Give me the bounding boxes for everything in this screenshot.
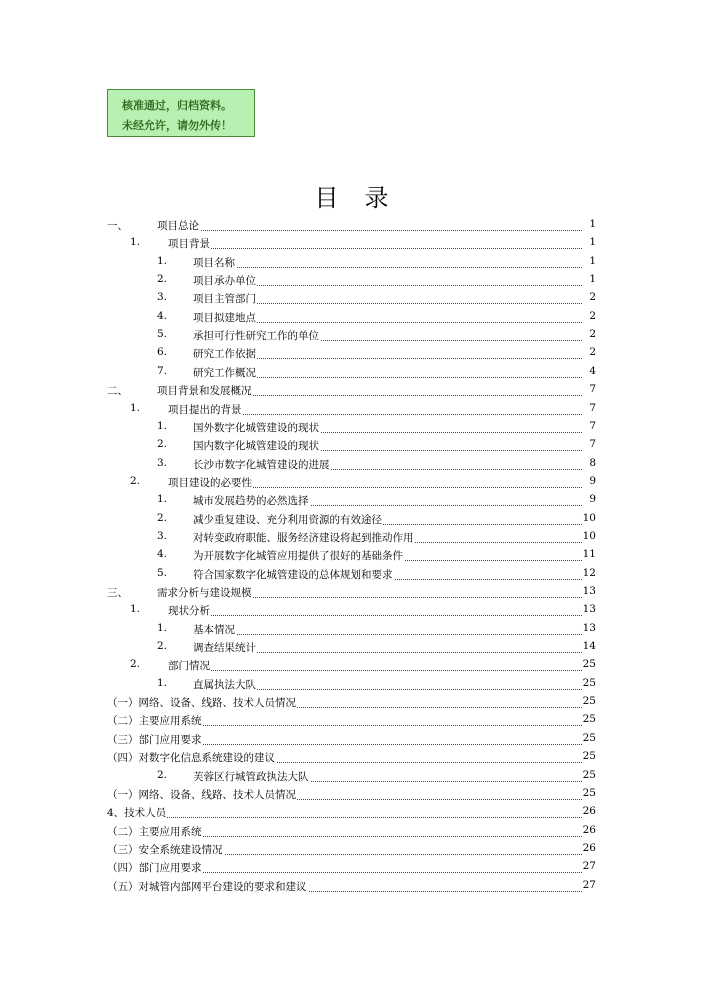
toc-entry[interactable] <box>0 512 703 528</box>
toc-entry-text: 承担可行性研究工作的单位 <box>193 330 319 343</box>
toc-entry-text: 部门情况 <box>168 660 210 673</box>
stamp-line-1: 核准通过，归档资料。 <box>122 99 232 112</box>
toc-page-number: 4 <box>589 364 596 377</box>
toc-leader-dots <box>157 230 582 231</box>
toc-page-number: 25 <box>582 658 596 671</box>
toc-entry-number: 1. <box>157 621 168 634</box>
page-title: 目录 <box>314 184 415 212</box>
toc-entry[interactable] <box>0 732 703 748</box>
toc-entry[interactable] <box>0 310 703 326</box>
toc-entry-number: 2. <box>157 273 168 286</box>
toc-leader-dots <box>168 248 582 249</box>
toc-page-number: 25 <box>582 768 596 781</box>
toc-entry-text: 减少重复建设、充分利用资源的有效途径 <box>193 513 382 526</box>
toc-entry-number: 1. <box>157 676 168 689</box>
toc-entry-text: 直属执法大队 <box>193 678 256 691</box>
toc-page-number: 1 <box>589 273 596 286</box>
toc-page-number: 26 <box>582 805 596 818</box>
toc-entry-text: （一）网络、设备、线路、技术人员情况 <box>107 788 296 801</box>
toc-entry-text: 项目主管部门 <box>193 293 256 306</box>
toc-entry-number: 3. <box>157 291 168 304</box>
toc-entry-text: 项目提出的背景 <box>168 403 242 416</box>
toc-entry[interactable] <box>0 530 703 546</box>
toc-page-number: 27 <box>582 878 596 891</box>
toc-entry-text: 现状分析 <box>168 605 210 618</box>
toc-entry-text: 城市发展趋势的必然选择 <box>193 495 309 508</box>
toc-page-number: 10 <box>582 529 596 542</box>
toc-entry-text: 调查结果统计 <box>193 642 256 655</box>
toc-page-number: 7 <box>589 438 596 451</box>
toc-entry[interactable] <box>0 567 703 583</box>
toc-page-number: 1 <box>589 218 596 230</box>
toc-page-number: 2 <box>589 309 596 322</box>
toc-page-number: 7 <box>589 419 596 432</box>
toc-leader-dots <box>168 670 582 671</box>
toc-page-number: 12 <box>582 566 596 579</box>
toc-entry-number: 4. <box>157 548 168 561</box>
toc-entry-text: 研究工作概况 <box>193 366 256 379</box>
toc-page-number: 25 <box>582 676 596 689</box>
toc-entry-number: 2. <box>157 438 168 451</box>
toc-page-number: 1 <box>589 254 596 267</box>
toc-entry[interactable] <box>0 713 703 729</box>
toc-page-number: 26 <box>582 841 596 854</box>
toc-page-number: 2 <box>589 291 596 304</box>
toc-entry-text: 长沙市数字化城管建设的进展 <box>193 458 330 471</box>
toc-page-number: 11 <box>582 548 596 561</box>
toc-entry-text: 项目总论 <box>157 220 199 232</box>
toc-entry-number: 三、 <box>107 587 128 599</box>
toc-entry-text: 项目承办单位 <box>193 275 256 288</box>
toc-entry-text: 国外数字化城管建设的现状 <box>193 421 319 434</box>
toc-leader-dots <box>193 267 582 268</box>
toc-entry-text: 项目建设的必要性 <box>168 476 252 489</box>
toc-page-number: 25 <box>582 731 596 744</box>
toc-entry-text: （五）对城管内部网平台建设的要求和建议 <box>107 880 307 893</box>
toc-page-number: 13 <box>582 621 596 634</box>
toc-entry-number: 1. <box>157 419 168 432</box>
toc-entry[interactable] <box>0 365 703 381</box>
toc-entry-text: 研究工作依据 <box>193 348 256 361</box>
toc-entry-number: 2. <box>157 768 168 781</box>
toc-entry-text: 符合国家数字化城管建设的总体规划和要求 <box>193 568 393 581</box>
toc-entry[interactable] <box>0 218 703 234</box>
toc-entry[interactable] <box>0 438 703 454</box>
toc-entry-number: 3. <box>157 529 168 542</box>
toc-entry[interactable] <box>0 457 703 473</box>
toc-entry[interactable] <box>0 493 703 509</box>
toc-entry-number: 1. <box>130 603 141 616</box>
toc-page-number: 26 <box>582 823 596 836</box>
toc-entry-number: 1. <box>130 236 141 249</box>
toc-entry-number: 1. <box>157 254 168 267</box>
toc-entry-text: （三）部门应用要求 <box>107 733 202 746</box>
toc-entry[interactable] <box>0 805 703 821</box>
toc-page-number: 9 <box>589 493 596 506</box>
toc-entry-number: 4. <box>157 309 168 322</box>
toc-leader-dots <box>107 817 582 818</box>
toc-entry-text: 项目背景和发展概况 <box>157 385 252 398</box>
toc-entry-text: （四）对数字化信息系统建设的建议 <box>107 752 275 765</box>
stamp-line-2: 未经允许，请勿外传！ <box>122 119 232 132</box>
toc-entry-number: 2. <box>130 474 141 487</box>
toc-page-number: 13 <box>582 603 596 616</box>
toc-entry-text: 项目名称 <box>193 256 235 269</box>
toc-entry[interactable] <box>0 346 703 362</box>
toc-page-number: 27 <box>582 860 596 873</box>
toc-entry-text: 项目背景 <box>168 238 210 251</box>
toc-entry[interactable] <box>0 842 703 858</box>
toc-entry-number: 二、 <box>107 385 128 398</box>
toc-entry[interactable] <box>0 328 703 344</box>
toc-entry[interactable] <box>0 420 703 436</box>
archive-stamp <box>107 89 255 137</box>
toc-page-number: 1 <box>589 236 596 249</box>
toc-page-number: 10 <box>582 511 596 524</box>
toc-page-number: 25 <box>582 713 596 726</box>
toc-entry[interactable] <box>0 879 703 895</box>
toc-entry-number: 2. <box>157 640 168 653</box>
toc-entry-text: 4、技术人员 <box>107 807 167 820</box>
toc-entry[interactable] <box>0 787 703 803</box>
toc-entry[interactable] <box>0 750 703 766</box>
toc-entry-text: 需求分析与建设规模 <box>157 587 252 599</box>
toc-page-number: 7 <box>589 383 596 396</box>
toc-leader-dots <box>168 615 582 616</box>
toc-entry-number: 1. <box>130 401 141 414</box>
toc-page-number: 13 <box>582 585 596 597</box>
toc-entry[interactable] <box>0 677 703 693</box>
toc-entry[interactable] <box>0 475 703 491</box>
toc-entry[interactable] <box>0 769 703 785</box>
toc-entry-number: 一、 <box>107 220 128 232</box>
toc-page-number: 2 <box>589 346 596 359</box>
toc-entry-text: （二）主要应用系统 <box>107 715 202 728</box>
toc-page-number: 7 <box>589 401 596 414</box>
toc-page-number: 14 <box>582 640 596 653</box>
toc-entry[interactable] <box>0 383 703 399</box>
toc-entry-text: 项目拟建地点 <box>193 311 256 324</box>
toc-entry-number: 7. <box>157 364 168 377</box>
toc-entry-number: 2. <box>130 658 141 671</box>
toc-entry-number: 6. <box>157 346 168 359</box>
toc-entry[interactable] <box>0 603 703 619</box>
toc-entry[interactable] <box>0 236 703 252</box>
toc-entry[interactable] <box>0 291 703 307</box>
toc-entry-text: （一）网络、设备、线路、技术人员情况 <box>107 697 296 710</box>
toc-page-number: 8 <box>589 456 596 469</box>
toc-entry[interactable] <box>0 695 703 711</box>
toc-entry-number: 3. <box>157 456 168 469</box>
toc-entry-text: 基本情况 <box>193 623 235 636</box>
toc-entry-text: 对转变政府职能、服务经济建设将起到推动作用 <box>193 531 414 544</box>
toc-entry-text: 为开展数字化城管应用提供了很好的基础条件 <box>193 550 403 563</box>
toc-entry-number: 5. <box>157 328 168 341</box>
toc-entry[interactable] <box>0 255 703 271</box>
toc-entry[interactable] <box>0 402 703 418</box>
toc-page-number: 25 <box>582 750 596 763</box>
toc-page-number: 9 <box>589 474 596 487</box>
toc-page-number: 25 <box>582 695 596 708</box>
toc-entry-number: 5. <box>157 566 168 579</box>
toc-page-number: 25 <box>582 786 596 799</box>
toc-entry[interactable] <box>0 658 703 674</box>
toc-entry-text: （三）安全系统建设情况 <box>107 843 223 856</box>
toc-entry-text: （二）主要应用系统 <box>107 825 202 838</box>
toc-entry-number: 1. <box>157 493 168 506</box>
toc-entry-number: 2. <box>157 511 168 524</box>
toc-entry[interactable] <box>0 273 703 289</box>
toc-entry-text: （四）部门应用要求 <box>107 862 202 875</box>
toc-entry-text: 国内数字化城管建设的现状 <box>193 440 319 453</box>
toc-entry[interactable] <box>0 548 703 564</box>
toc-entry[interactable] <box>0 585 703 601</box>
toc-entry[interactable] <box>0 640 703 656</box>
toc-page-number: 2 <box>589 328 596 341</box>
toc-entry[interactable] <box>0 622 703 638</box>
toc-entry[interactable] <box>0 824 703 840</box>
toc-leader-dots <box>193 634 582 635</box>
toc-entry-text: 芙蓉区行城管政执法大队 <box>193 770 309 783</box>
toc-entry[interactable] <box>0 860 703 876</box>
